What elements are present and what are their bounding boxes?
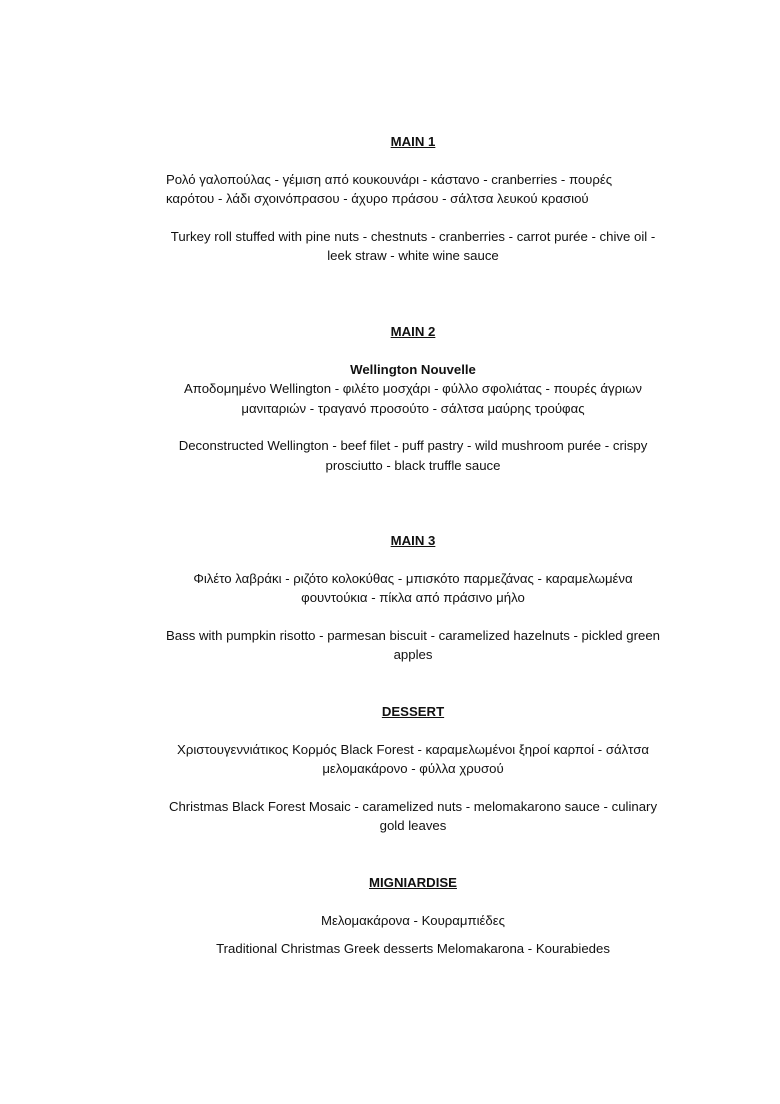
english-description: Turkey roll stuffed with pine nuts - chestnuts - cranberries - carrot purée - chive oil - leek straw - white wine sauce [170,228,656,263]
section-heading: MIGNIARDISE [369,875,457,890]
section-migniardise [160,873,666,959]
english-description: Deconstructed Wellington - beef filet - puff pastry - wild mushroom purée - crispy prosciutto - black truffle sauce [178,438,648,473]
greek-description: Ρολό γαλοπούλας - γέμιση από κουκουνάρι - κάστανο - cranberries - πουρές καρότου - λάδι σχοινόπρασου - άχυρο πράσου - σάλτσα λευκού κρασιού [166,171,613,206]
greek-description: Αποδομημένο Wellington - φιλέτο μοσχάρι - φύλλο σφολιάτας - πουρές άγριων μανιταριών - τραγανό προσούτο - σάλτσα μαύρης τρούφας [184,381,642,416]
section-heading: MAIN 2 [390,324,436,339]
greek-description: Χριστουγεννιάτικος Κορμός Black Forest - καραμελωμένοι ξηροί καρποί - σάλτσα μελομακάρονο - φύλλα χρυσού [177,741,649,776]
section-main-2 [160,322,666,475]
greek-description: Φιλέτο λαβράκι - ριζότο κολοκύθας - μπισκότο παρμεζάνας - καραμελωμένα φουντούκια - πίκλα από πράσινο μήλο [193,570,633,605]
section-main-3 [160,531,666,665]
section-heading: MAIN 1 [390,134,436,149]
section-heading: DESSERT [381,704,445,719]
section-main-1 [160,132,666,266]
section-heading: MAIN 3 [390,533,436,548]
section-dessert [160,702,666,836]
english-description: Traditional Christmas Greek desserts Melomakarona - Kourabiedes [216,941,610,956]
english-description: Christmas Black Forest Mosaic - caramelized nuts - melomakarono sauce - culinary gold leaves [168,798,658,833]
dish-title: Wellington Nouvelle [350,361,476,377]
greek-description: Μελομακάρονα - Κουραμπιέδες [320,912,506,928]
english-description: Bass with pumpkin risotto - parmesan biscuit - caramelized hazelnuts - pickled green apples [165,627,661,662]
